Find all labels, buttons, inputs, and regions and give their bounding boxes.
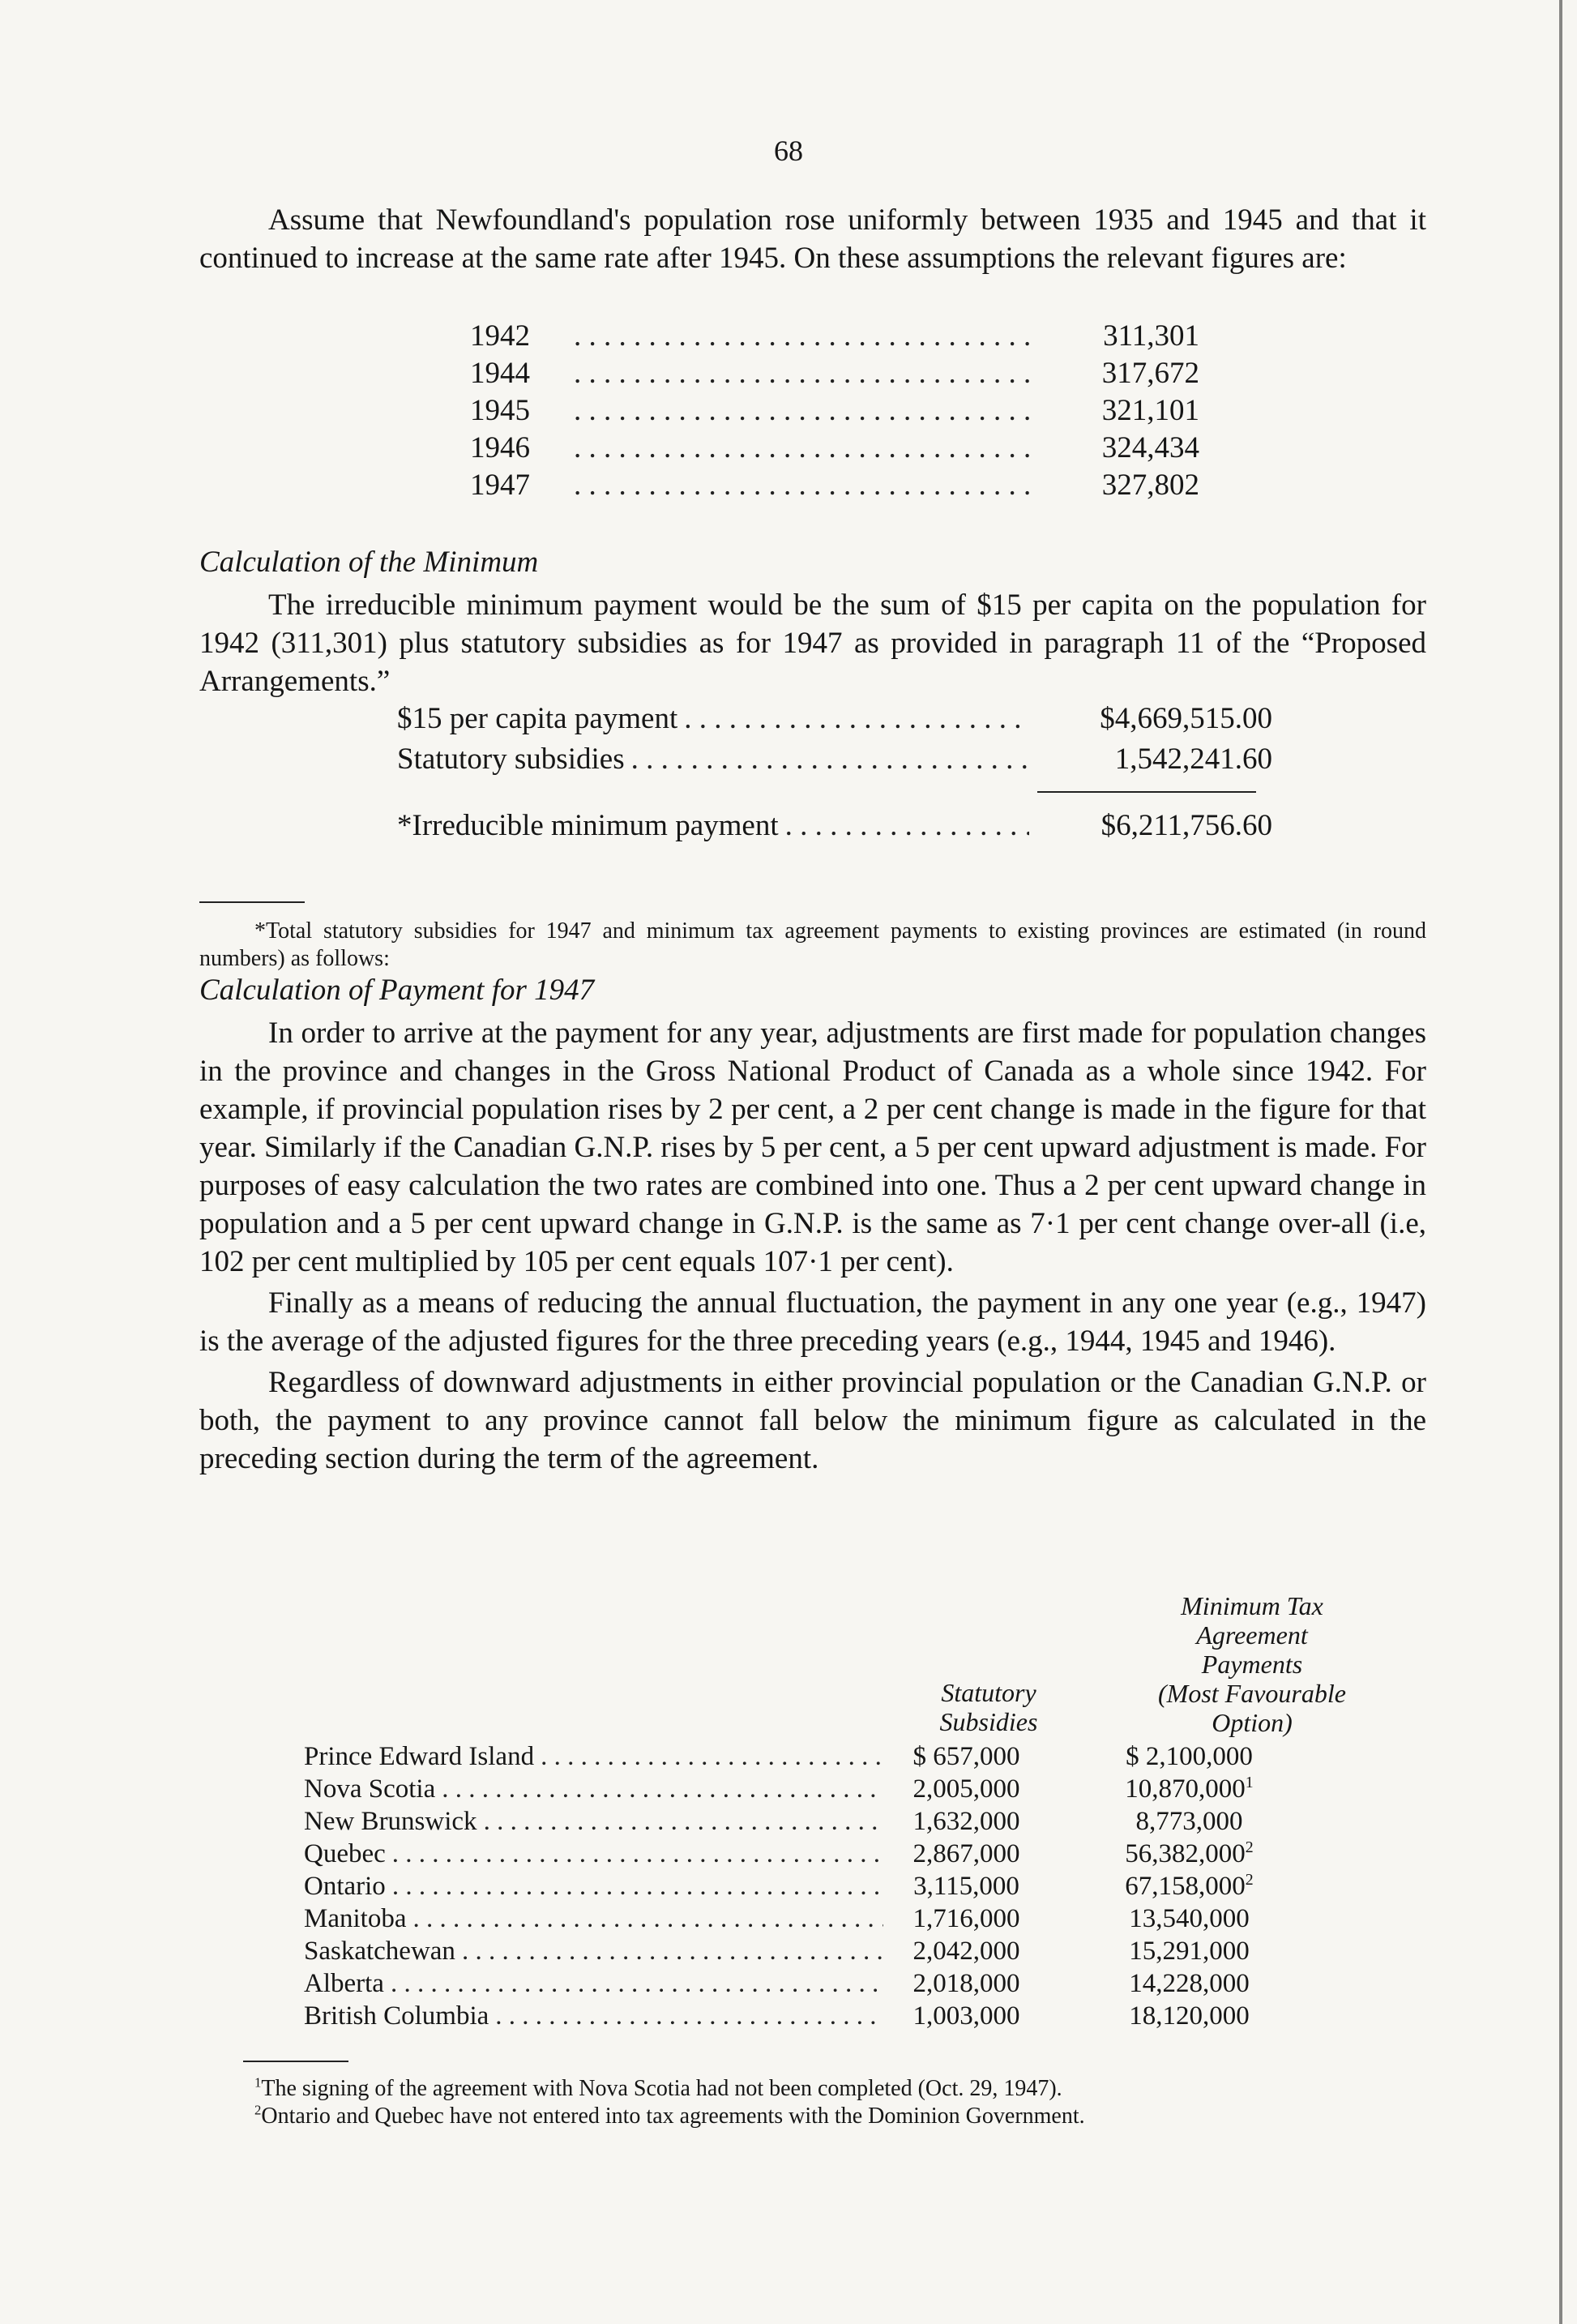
section-minimum	[199, 543, 1426, 700]
footnote	[199, 2075, 1426, 2103]
population-row	[470, 355, 1199, 392]
leader-dots	[567, 318, 1037, 355]
statutory-subsidies-value: 1,003,000	[912, 2001, 1020, 2031]
column-header-line: Subsidies	[939, 1707, 1038, 1736]
section-heading-minimum: Calculation of the Minimum	[199, 546, 539, 579]
tax-payment-value: 10,870,000	[1125, 1774, 1246, 1804]
leader-dots	[384, 1967, 883, 2000]
population-value: 327,802	[1101, 469, 1199, 502]
population-year: 1944	[470, 357, 530, 390]
leader-dots	[779, 806, 1029, 846]
tax-payment-value: 14,228,000	[1129, 1969, 1250, 1998]
province-cell	[304, 1902, 883, 1935]
statutory-subsidies-value: 1,632,000	[912, 1807, 1020, 1836]
minimum-paragraph: The irreducible minimum payment would be the sum of $15 per capita on the population for 1942 (311,301) plus statutory subsidies as for 1947 as provided in paragraph 11 of the “Proposed Arrangements.”	[199, 588, 1426, 698]
footnote-number: 1	[254, 2074, 262, 2091]
statutory-subsidies-value: 2,018,000	[912, 1969, 1020, 1998]
section-heading-payment: Calculation of Payment for 1947	[199, 974, 595, 1007]
population-row	[470, 430, 1199, 467]
table-row	[304, 1805, 1438, 1838]
statutory-subsidies-value: 2,867,000	[912, 1839, 1020, 1868]
province-name: Manitoba	[304, 1904, 407, 1933]
statutory-subsidies-value: 2,042,000	[912, 1937, 1020, 1966]
table-row	[304, 2000, 1438, 2032]
total-row	[397, 806, 1272, 846]
total-rule	[1037, 791, 1256, 793]
leader-dots	[477, 1805, 883, 1838]
total-label: *Irreducible minimum payment	[397, 809, 779, 842]
table-row	[304, 1902, 1438, 1935]
province-cell	[304, 1935, 883, 1967]
leader-dots	[435, 1773, 883, 1805]
numbered-footnotes	[199, 2075, 1426, 2130]
table-row	[304, 1740, 1438, 1773]
province-cell	[304, 1967, 883, 2000]
province-cell	[304, 1740, 883, 1773]
footnote-number: 2	[254, 2102, 262, 2118]
asterisk-footnote-block	[199, 918, 1426, 973]
minimum-payment-table	[397, 699, 1272, 846]
column-header-line: Statutory	[941, 1678, 1036, 1707]
footnote-marker: 2	[1245, 1838, 1254, 1856]
tax-payment-value: 15,291,000	[1129, 1937, 1250, 1966]
population-year: 1947	[470, 469, 530, 502]
payment-label: $15 per capita payment	[397, 702, 678, 735]
tax-payment-cell	[1049, 1870, 1329, 1902]
tax-payment-value: 8,773,000	[1135, 1807, 1243, 1836]
total-value: $6,211,756.60	[1100, 809, 1272, 842]
section-payment-1947	[199, 971, 1426, 1478]
column-header-line: Option)	[1212, 1708, 1293, 1737]
total-rule-gap	[397, 780, 1272, 806]
province-name: Alberta	[304, 1969, 384, 1998]
province-cell	[304, 1838, 883, 1870]
tax-payment-cell	[1049, 1805, 1329, 1838]
province-name: Nova Scotia	[304, 1774, 436, 1804]
footnote-marker: 2	[1245, 1871, 1254, 1889]
page-number: 68	[774, 135, 803, 167]
leader-dots	[386, 1870, 883, 1902]
leader-dots	[406, 1902, 883, 1935]
province-name: New Brunswick	[304, 1807, 477, 1836]
leader-dots	[677, 699, 1029, 739]
tax-payment-cell	[1049, 1838, 1329, 1870]
population-row	[470, 467, 1199, 504]
tax-payment-value: 18,120,000	[1129, 2001, 1250, 2031]
province-cell	[304, 1870, 883, 1902]
province-name: Quebec	[304, 1839, 386, 1868]
population-value: 311,301	[1103, 319, 1199, 353]
payment-row	[397, 699, 1272, 739]
leader-dots	[567, 467, 1037, 504]
payment-value: 1,542,241.60	[1114, 743, 1272, 776]
footnote-rule-2	[243, 2061, 348, 2062]
table-row	[304, 1870, 1438, 1902]
column-header-line: Minimum Tax	[1181, 1591, 1323, 1620]
column-header-statutory-subsidies	[900, 1678, 1078, 1736]
population-year: 1942	[470, 319, 530, 353]
tax-payment-value: 56,382,000	[1125, 1839, 1246, 1868]
population-value: 317,672	[1101, 357, 1199, 390]
footnote-marker: 1	[1245, 1774, 1254, 1791]
leader-dots	[625, 739, 1029, 780]
payment-paragraph-1: In order to arrive at the payment for any year, adjustments are first made for population changes in the province and changes in the Gross National Product of Canada as a whole since 1942. For example, if provincial population rises by 2 per cent, a 2 per cent change is made in the figure for that year. Similarly if the Canadian G.N.P. rises by 5 per cent, a 5 per cent upward adjustment is made. For purposes of easy calculation the two rates are combined into one. Thus a 2 per cent upward change in population and a 5 per cent upward change in G.N.P. is the same as 7·1 per cent change over-all (i.e, 102 per cent multiplied by 105 per cent equals 107·1 per cent).	[199, 1016, 1426, 1278]
tax-payment-cell	[1049, 1740, 1329, 1773]
province-name: British Columbia	[304, 2001, 489, 2031]
population-value: 321,101	[1101, 394, 1199, 427]
footnote-rule	[199, 901, 305, 903]
column-header-tax-payments	[1110, 1591, 1394, 1737]
table-row	[304, 1838, 1438, 1870]
province-name: Prince Edward Island	[304, 1742, 535, 1771]
tax-payment-cell	[1049, 1935, 1329, 1967]
tax-payment-cell	[1049, 2000, 1329, 2032]
footnote-text: Ontario and Quebec have not entered into tax agreements with the Dominion Government.	[261, 2104, 1085, 2129]
page-edge-shadow	[1559, 0, 1562, 2324]
intro-paragraph: Assume that Newfoundland's population rose uniformly between 1935 and 1945 and that it continued to increase at the same rate after 1945. On these assumptions the relevant figures are:	[199, 203, 1426, 275]
payment-value: $4,669,515.00	[1100, 702, 1272, 735]
payment-row	[397, 739, 1272, 780]
tax-payment-value: 67,158,000	[1125, 1872, 1246, 1901]
statutory-subsidies-value: 1,716,000	[912, 1904, 1020, 1933]
asterisk-footnote: *Total statutory subsidies for 1947 and minimum tax agreement payments to existing provinces are estimated (in round numbers) as follows:	[199, 918, 1426, 971]
statutory-subsidies-value: $ 657,000	[912, 1742, 1020, 1771]
table-row	[304, 1935, 1438, 1967]
leader-dots	[489, 2000, 883, 2032]
population-value: 324,434	[1101, 431, 1199, 464]
footnote	[199, 2103, 1426, 2130]
tax-payment-cell	[1049, 1902, 1329, 1935]
leader-dots	[567, 392, 1037, 430]
payment-paragraph-3: Regardless of downward adjustments in either provincial population or the Canadian G.N.P. or both, the payment to any province cannot fall below the minimum figure as calculated in the preceding section during the term of the agreement.	[199, 1366, 1426, 1475]
leader-dots	[386, 1838, 883, 1870]
population-year: 1946	[470, 431, 530, 464]
column-header-line: (Most Favourable	[1158, 1679, 1346, 1708]
column-header-line: Agreement	[1196, 1620, 1308, 1650]
leader-dots	[534, 1740, 883, 1773]
footnote-text: The signing of the agreement with Nova Scotia had not been completed (Oct. 29, 1947).	[261, 2076, 1062, 2101]
statutory-subsidies-value: 3,115,000	[913, 1872, 1019, 1901]
provinces-table	[304, 1740, 1438, 2032]
column-header-line: Payments	[1201, 1650, 1303, 1679]
tax-payment-cell	[1049, 1967, 1329, 2000]
province-cell	[304, 2000, 883, 2032]
statutory-subsidies-value: 2,005,000	[912, 1774, 1020, 1804]
payment-paragraph-2: Finally as a means of reducing the annual fluctuation, the payment in any one year (e.g., 1947) is the average of the adjusted figures for the three preceding years (e.g., 1944, 1945 and 1946).	[199, 1286, 1426, 1358]
payment-label: Statutory subsidies	[397, 743, 625, 776]
table-row	[304, 1773, 1438, 1805]
intro-paragraph-block	[199, 201, 1426, 277]
tax-payment-value: 13,540,000	[1129, 1904, 1250, 1933]
population-year: 1945	[470, 394, 530, 427]
tax-payment-cell	[1049, 1773, 1329, 1805]
population-row	[470, 392, 1199, 430]
table-row	[304, 1967, 1438, 2000]
province-name: Ontario	[304, 1872, 386, 1901]
leader-dots	[455, 1935, 883, 1967]
province-cell	[304, 1773, 883, 1805]
tax-payment-value: $ 2,100,000	[1126, 1742, 1253, 1771]
province-cell	[304, 1805, 883, 1838]
leader-dots	[567, 430, 1037, 467]
leader-dots	[567, 355, 1037, 392]
population-row	[470, 318, 1199, 355]
province-name: Saskatchewan	[304, 1937, 455, 1966]
population-table	[470, 318, 1199, 504]
